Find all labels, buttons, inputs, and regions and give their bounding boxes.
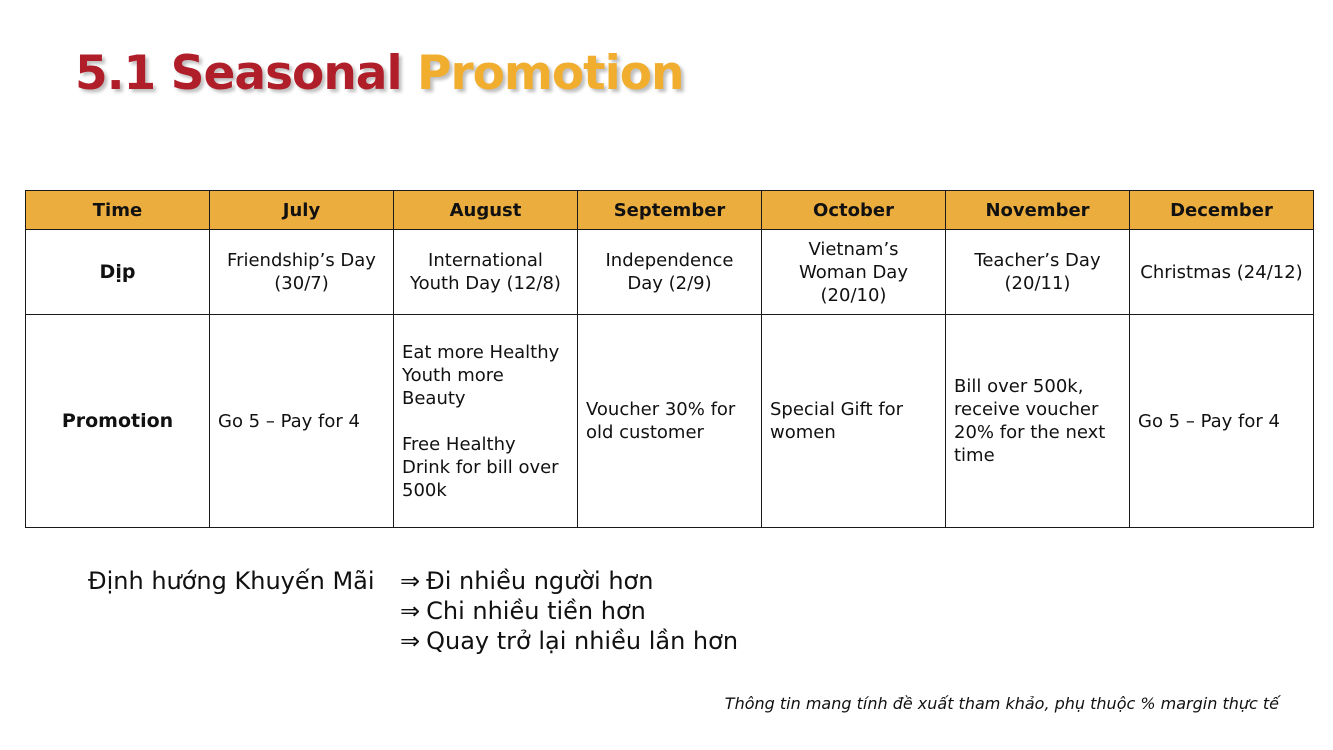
promotion-cell-october: Special Gift for women <box>762 315 946 528</box>
implies-arrow-icon: ⇒ <box>400 567 421 595</box>
orientation-item <box>400 626 738 656</box>
header-cell-august: August <box>394 191 578 230</box>
row-label-occasion: Dịp <box>26 230 210 315</box>
table-row-promotion <box>26 315 1314 528</box>
promotion-cell-august: Eat more Healthy Youth more Beauty Free Healthy Drink for bill over 500k <box>394 315 578 528</box>
orientation-item-text: Quay trở lại nhiều lần hơn <box>426 627 739 655</box>
header-cell-december: December <box>1130 191 1314 230</box>
table-header-row <box>26 191 1314 230</box>
header-cell-july: July <box>210 191 394 230</box>
orientation-list <box>400 566 738 656</box>
occasion-cell-october: Vietnam’s Woman Day (20/10) <box>762 230 946 315</box>
title-part-1: 5.1 Seasonal <box>75 46 402 101</box>
footnote: Thông tin mang tính đề xuất tham khảo, phụ thuộc % margin thực tế <box>724 694 1279 713</box>
row-label-promotion: Promotion <box>26 315 210 528</box>
header-cell-time: Time <box>26 191 210 230</box>
header-cell-november: November <box>946 191 1130 230</box>
occasion-cell-july: Friendship’s Day (30/7) <box>210 230 394 315</box>
promotion-cell-november: Bill over 500k, receive voucher 20% for the next time <box>946 315 1130 528</box>
implies-arrow-icon: ⇒ <box>400 627 421 655</box>
occasion-cell-august: International Youth Day (12/8) <box>394 230 578 315</box>
promotion-cell-september: Voucher 30% for old customer <box>578 315 762 528</box>
promotion-cell-december: Go 5 – Pay for 4 <box>1130 315 1314 528</box>
promotion-cell-july: Go 5 – Pay for 4 <box>210 315 394 528</box>
occasion-cell-december: Christmas (24/12) <box>1130 230 1314 315</box>
table-row-occasion <box>26 230 1314 315</box>
header-cell-september: September <box>578 191 762 230</box>
orientation-item-text: Chi nhiều tiền hơn <box>426 597 646 625</box>
slide-title <box>75 44 684 104</box>
orientation-label: Định hướng Khuyến Mãi <box>88 567 375 595</box>
implies-arrow-icon: ⇒ <box>400 597 421 625</box>
occasion-cell-september: Independence Day (2/9) <box>578 230 762 315</box>
promotion-table <box>25 190 1314 528</box>
occasion-cell-november: Teacher’s Day (20/11) <box>946 230 1130 315</box>
header-cell-october: October <box>762 191 946 230</box>
orientation-item <box>400 596 738 626</box>
orientation-item-text: Đi nhiều người hơn <box>426 567 654 595</box>
title-part-2: Promotion <box>417 46 684 101</box>
orientation-item <box>400 566 738 596</box>
